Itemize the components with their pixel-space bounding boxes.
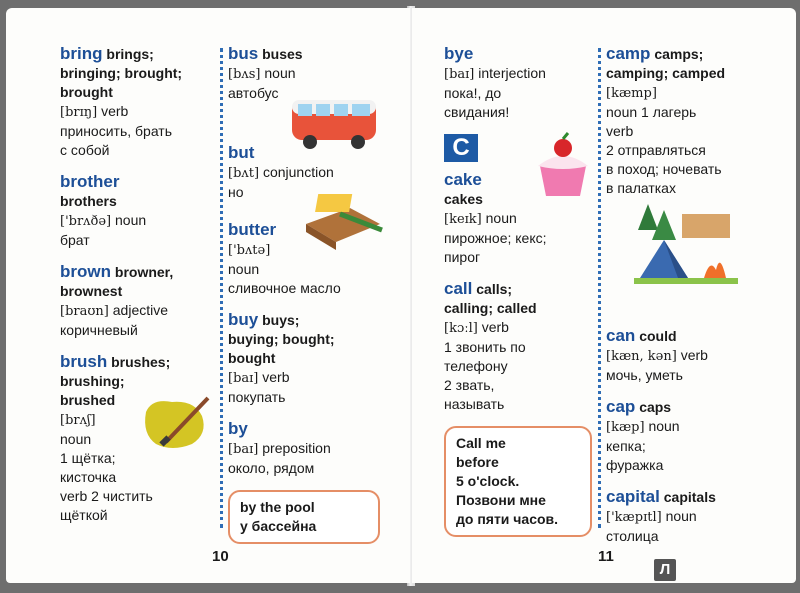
section-letter-c: C [444,134,478,162]
entry-capital: capital capitals ['kæpɪtl] noun столица [606,487,716,544]
watermark-logo: Л [654,559,676,581]
example-box-call: Call me before 5 o'clock. Позвони мне до пяти часов. [444,426,592,537]
example-box: by the pool у бассейна [228,490,380,544]
entry-brother: brother brothers ['brʌðə] noun брат [60,172,147,248]
entry-bus: bus buses [bʌs] noun автобус [228,44,303,101]
right-page [412,8,796,583]
entry-butter: butter ['bʌtə] noun сливочное масло [228,220,341,296]
entry-bye: bye [baɪ] interjection пока!, до свидания! [444,44,546,120]
entry-bring: bring brings; bringing; brought; brought [brɪŋ] verb приносить, брать с собой [60,44,183,158]
cake-illustration [532,132,594,202]
right-col-1 [444,44,594,537]
entry-by: by [baɪ] preposition около, рядом [228,419,331,476]
column-divider-right [598,48,601,528]
page-number-right: 11 [598,548,614,565]
entry-brown: brown browner, brownest [braʊn] adjective коричневый [60,262,174,338]
paintbrush-illustration [142,394,214,454]
camp-illustration [634,200,738,286]
butter-illustration [300,184,386,256]
entry-call: call calls; calling; called [kɔːl] verb 1 звонить по телефону 2 звать, называть [444,279,537,412]
headword: bring [60,44,103,63]
left-page [6,8,410,583]
page-number-left: 10 [212,548,229,565]
entry-cap: cap caps [kæp] noun кепка; фуражка [606,397,680,473]
bus-illustration [288,90,380,152]
entry-but: but [bʌt] conjunction но [228,143,334,200]
column-divider [220,48,223,528]
entry-brush: brush brushes; brushing; brushed [brʌʃ] noun 1 щётка; кисточка verb 2 чистить щёткой [60,352,171,523]
entry-camp: camp camps; camping; camped [kæmp] noun 1 лагерь verb 2 отправляться в поход; ночевать в палатках [606,44,726,196]
entry-buy: buy buys; buying; bought; bought [baɪ] verb покупать [228,310,335,405]
right-col-2 [606,44,786,558]
entry-can: can could [kæn, kən] verb мочь, уметь [606,326,708,383]
entry-cake: cake cakes [keɪk] noun пирожное; кекс; пирог [444,170,547,265]
left-col-1 [60,44,220,537]
